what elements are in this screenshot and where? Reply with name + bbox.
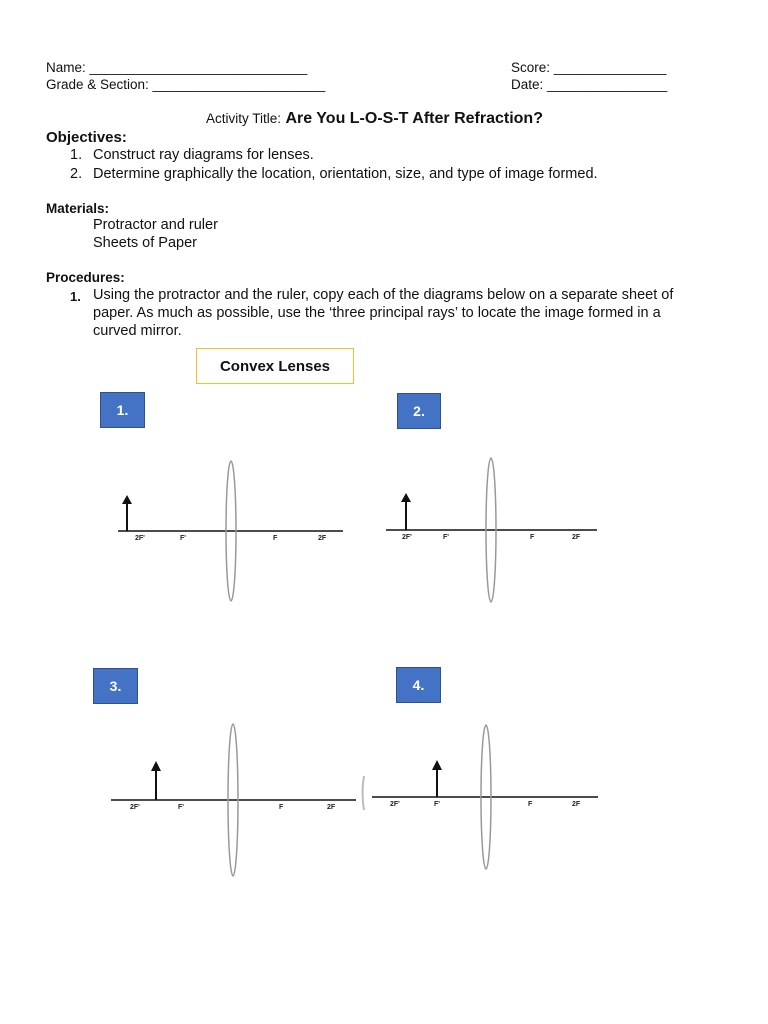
procedure-number-1: 1. bbox=[70, 289, 81, 304]
label-f-prime: F' bbox=[178, 804, 184, 811]
objective-number-2: 2. bbox=[70, 166, 83, 182]
procedure-line-2: paper. As much as possible, use the ‘three principal rays’ to locate the image formed in a bbox=[93, 305, 661, 321]
diagram-number-2: 2. bbox=[413, 403, 425, 419]
objectives-heading: Objectives: bbox=[46, 129, 127, 146]
diagram-number-4: 4. bbox=[412, 677, 425, 693]
date-field-label: Date: ________________ bbox=[511, 77, 668, 92]
label-2f-prime: 2F' bbox=[390, 801, 400, 808]
procedures-heading: Procedures: bbox=[46, 270, 125, 285]
material-item-1: Protractor and ruler bbox=[93, 217, 218, 233]
label-f-prime: F' bbox=[434, 801, 440, 808]
objective-text-2: Determine graphically the location, orientation, size, and type of image formed. bbox=[93, 166, 598, 182]
convex-lenses-title: Convex Lenses bbox=[219, 357, 331, 375]
diagram-number-1: 1. bbox=[116, 402, 129, 418]
label-f: F bbox=[273, 535, 278, 542]
objective-number-1: 1. bbox=[70, 147, 83, 163]
label-2f: 2F bbox=[327, 804, 336, 811]
score-field-label: Score: _______________ bbox=[511, 60, 667, 75]
activity-title: Are You L-O-S-T After Refraction? bbox=[285, 110, 543, 127]
label-f: F bbox=[279, 804, 284, 811]
label-f: F bbox=[530, 534, 535, 541]
procedure-line-1: Using the protractor and the ruler, copy each of the diagrams below on a separate sheet of bbox=[93, 287, 674, 303]
object-arrowhead bbox=[432, 760, 442, 770]
label-2f: 2F bbox=[572, 534, 581, 541]
activity-title-prefix: Activity Title: bbox=[206, 111, 282, 126]
label-2f-prime: 2F' bbox=[130, 804, 140, 811]
material-item-2: Sheets of Paper bbox=[93, 235, 197, 251]
objective-text-1: Construct ray diagrams for lenses. bbox=[93, 147, 314, 163]
label-2f: 2F bbox=[318, 535, 327, 542]
label-f-prime: F' bbox=[443, 534, 449, 541]
procedure-line-3: curved mirror. bbox=[93, 323, 182, 339]
label-2f-prime: 2F' bbox=[402, 534, 412, 541]
materials-heading: Materials: bbox=[46, 201, 110, 216]
label-2f: 2F bbox=[572, 801, 581, 808]
grade-section-field-label: Grade & Section: _______________________ bbox=[46, 77, 326, 92]
label-f: F bbox=[528, 801, 533, 808]
label-2f-prime: 2F' bbox=[135, 535, 145, 542]
name-field-label: Name: _____________________________ bbox=[46, 60, 308, 75]
label-f-prime: F' bbox=[180, 535, 186, 542]
diagram-number-3: 3. bbox=[109, 678, 122, 694]
